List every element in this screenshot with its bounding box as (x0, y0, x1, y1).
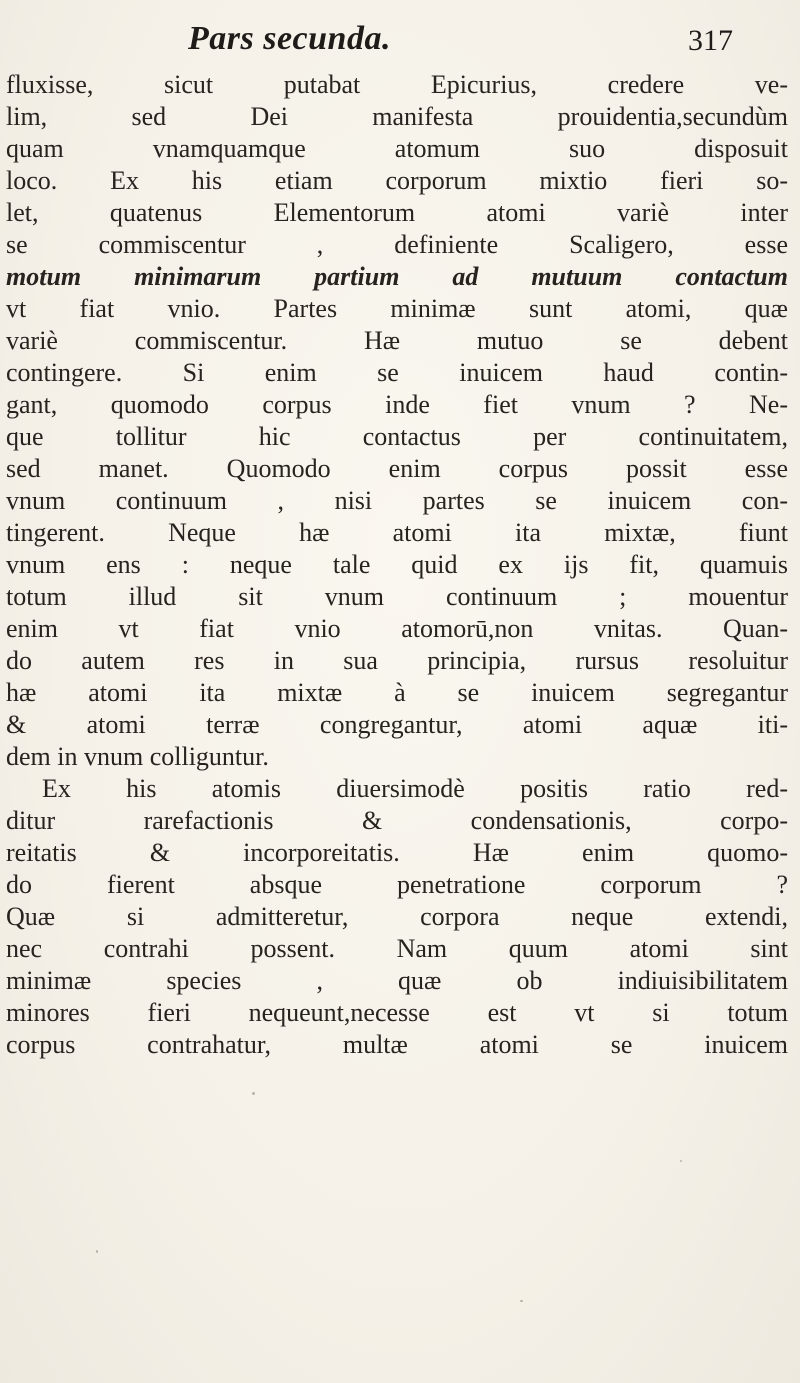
text-line: corpus contrahatur, multæ atomi se inuicem (6, 1030, 788, 1059)
text-line: contingere. Si enim se inuicem haud contin- (6, 358, 788, 387)
text-line: lim, sed Dei manifesta prouidentia,secundùm (6, 102, 788, 131)
text-line: ditur rarefactionis & condensationis, corpo- (6, 806, 788, 835)
text-line: & atomi terræ congregantur, atomi aquæ iti- (6, 710, 788, 739)
running-head: Pars secunda. (188, 20, 391, 57)
text-line: totum illud sit vnum continuum ; mouentur (6, 582, 788, 611)
paper-speck (680, 1160, 682, 1162)
text-line: reitatis & incorporeitatis. Hæ enim quomo- (6, 838, 788, 867)
text-line: dem in vnum colliguntur. (6, 742, 269, 771)
text-line: motum minimarum partium ad mutuum contactum (6, 262, 788, 291)
text-line: que tollitur hic contactus per continuitatem, (6, 422, 788, 451)
page-header (0, 14, 800, 74)
text-line: nec contrahi possent. Nam quum atomi sint (6, 934, 788, 963)
text-line: enim vt fiat vnio atomorū,non vnitas. Quan- (6, 614, 788, 643)
text-line: hæ atomi ita mixtæ à se inuicem segregantur (6, 678, 788, 707)
paper-speck (96, 1250, 98, 1253)
page-number: 317 (688, 24, 733, 57)
text-line: Quæ si admitteretur, corpora neque extendi, (6, 902, 788, 931)
text-line: variè commiscentur. Hæ mutuo se debent (6, 326, 788, 355)
paper-speck (252, 1092, 255, 1095)
text-line: let, quatenus Elementorum atomi variè inter (6, 198, 788, 227)
paper-speck (520, 1300, 523, 1302)
text-line: vnum ens : neque tale quid ex ijs fit, quamuis (6, 550, 788, 579)
text-line: vt fiat vnio. Partes minimæ sunt atomi, quæ (6, 294, 788, 323)
text-line: Ex his atomis diuersimodè positis ratio red- (42, 774, 788, 803)
text-line: do fierent absque penetratione corporum ? (6, 870, 788, 899)
text-line: sed manet. Quomodo enim corpus possit esse (6, 454, 788, 483)
text-line: se commiscentur , definiente Scaligero, esse (6, 230, 788, 259)
text-line: minores fieri nequeunt,necesse est vt si totum (6, 998, 788, 1027)
text-line: tingerent. Neque hæ atomi ita mixtæ, fiunt (6, 518, 788, 547)
text-line: quam vnamquamque atomum suo disposuit (6, 134, 788, 163)
text-line: minimæ species , quæ ob indiuisibilitatem (6, 966, 788, 995)
text-line: gant, quomodo corpus inde fiet vnum ? Ne- (6, 390, 788, 419)
text-line: fluxisse, sicut putabat Epicurius, credere ve- (6, 70, 788, 99)
text-line: do autem res in sua principia, rursus resoluitur (6, 646, 788, 675)
text-line: vnum continuum , nisi partes se inuicem con- (6, 486, 788, 515)
text-line: loco. Ex his etiam corporum mixtio fieri so- (6, 166, 788, 195)
